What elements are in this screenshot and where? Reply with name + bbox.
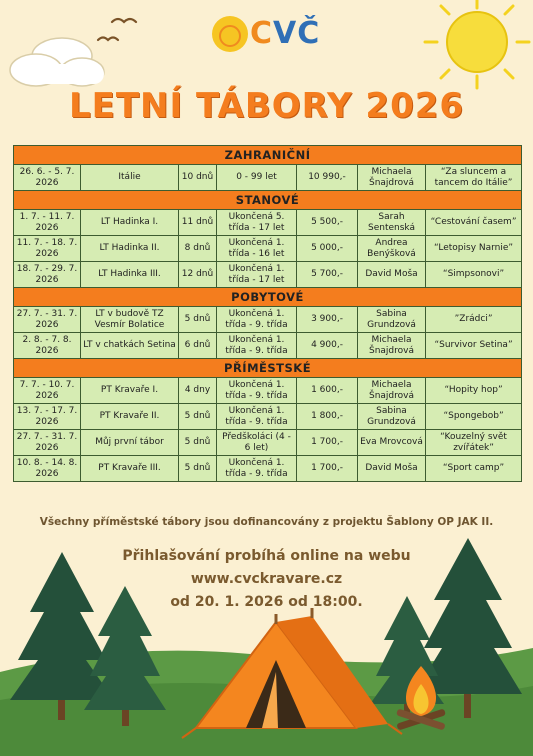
leader-cell: Michaela Šnajdrová	[358, 165, 426, 191]
date-cell: 27. 7. - 31. 7. 2026	[14, 430, 81, 456]
camp-name-cell: LT Hadinka II.	[81, 236, 179, 262]
table-row	[14, 430, 522, 456]
theme-cell: “Kouzelný svět zvířátek”	[426, 430, 522, 456]
duration-cell: 5 dnů	[179, 307, 217, 333]
date-cell: 10. 8. - 14. 8. 2026	[14, 456, 81, 482]
camp-name-cell: LT Hadinka I.	[81, 210, 179, 236]
camp-name-cell: Itálie	[81, 165, 179, 191]
page-title: LETNÍ TÁBORY 2026	[68, 86, 465, 126]
date-cell: 26. 6. - 5. 7. 2026	[14, 165, 81, 191]
theme-cell: “Survivor Setina”	[426, 333, 522, 359]
camp-name-cell: LT Hadinka III.	[81, 262, 179, 288]
duration-cell: 5 dnů	[179, 430, 217, 456]
date-cell: 1. 7. - 11. 7. 2026	[14, 210, 81, 236]
date-cell: 2. 8. - 7. 8. 2026	[14, 333, 81, 359]
duration-cell: 10 dnů	[179, 165, 217, 191]
table-row	[14, 333, 522, 359]
age-cell: Ukončená 1. třída - 9. třída	[217, 307, 297, 333]
table-row	[14, 404, 522, 430]
table-row	[14, 456, 522, 482]
price-cell: 10 990,-	[297, 165, 358, 191]
section-header-row	[14, 191, 522, 210]
leader-cell: Eva Mrovcová	[358, 430, 426, 456]
duration-cell: 4 dny	[179, 378, 217, 404]
cloud-icon	[10, 38, 104, 86]
duration-cell: 11 dnů	[179, 210, 217, 236]
theme-cell: “Cestování časem”	[426, 210, 522, 236]
leader-cell: Andrea Benýšková	[358, 236, 426, 262]
age-cell: Předškoláci (4 - 6 let)	[217, 430, 297, 456]
price-cell: 5 500,-	[297, 210, 358, 236]
theme-cell: “Hopity hop”	[426, 378, 522, 404]
price-cell: 4 900,-	[297, 333, 358, 359]
section-title: POBYTOVÉ	[14, 288, 522, 307]
table-row	[14, 165, 522, 191]
table-row	[14, 262, 522, 288]
age-cell: Ukončená 1. třída - 9. třída	[217, 404, 297, 430]
leader-cell: David Moša	[358, 456, 426, 482]
age-cell: Ukončená 1. třída - 17 let	[217, 262, 297, 288]
duration-cell: 6 dnů	[179, 333, 217, 359]
price-cell: 1 600,-	[297, 378, 358, 404]
camps-table	[13, 145, 522, 482]
date-cell: 18. 7. - 29. 7. 2026	[14, 262, 81, 288]
camp-name-cell: PT Kravaře I.	[81, 378, 179, 404]
logo-text: CVČ	[250, 16, 321, 51]
registration-info	[0, 545, 533, 614]
age-cell: Ukončená 1. třída - 9. třída	[217, 456, 297, 482]
age-cell: Ukončená 5. třída - 17 let	[217, 210, 297, 236]
funding-note: Všechny příměstské tábory jsou dofinancovány z projektu Šablony OP JAK II.	[39, 516, 494, 528]
leader-cell: David Moša	[358, 262, 426, 288]
theme-cell: “Sport camp”	[426, 456, 522, 482]
date-cell: 11. 7. - 18. 7. 2026	[14, 236, 81, 262]
duration-cell: 8 dnů	[179, 236, 217, 262]
section-title: STANOVÉ	[14, 191, 522, 210]
duration-cell: 5 dnů	[179, 456, 217, 482]
leader-cell: Sabina Grundzová	[358, 307, 426, 333]
leader-cell: Michaela Šnajdrová	[358, 333, 426, 359]
camp-name-cell: LT v budově TZ Vesmír Bolatice	[81, 307, 179, 333]
section-header-row	[14, 288, 522, 307]
leader-cell: Sarah Sentenská	[358, 210, 426, 236]
price-cell: 1 800,-	[297, 404, 358, 430]
camp-name-cell: LT v chatkách Setina	[81, 333, 179, 359]
duration-cell: 5 dnů	[179, 404, 217, 430]
duration-cell: 12 dnů	[179, 262, 217, 288]
registration-date: od 20. 1. 2026 od 18:00.	[170, 594, 363, 610]
table-row	[14, 236, 522, 262]
table-row	[14, 210, 522, 236]
sun-icon	[425, 0, 529, 88]
theme-cell: “Simpsonovi”	[426, 262, 522, 288]
section-title: ZAHRANIČNÍ	[14, 146, 522, 165]
registration-website-link[interactable]: www.cvckravare.cz	[190, 571, 343, 587]
price-cell: 1 700,-	[297, 456, 358, 482]
age-cell: Ukončená 1. třída - 9. třída	[217, 333, 297, 359]
birds-icon	[98, 19, 136, 40]
theme-cell: “Za sluncem a tancem do Itálie”	[426, 165, 522, 191]
theme-cell: “Letopisy Narnie”	[426, 236, 522, 262]
theme-cell: “Spongebob”	[426, 404, 522, 430]
age-cell: 0 - 99 let	[217, 165, 297, 191]
price-cell: 5 000,-	[297, 236, 358, 262]
price-cell: 1 700,-	[297, 430, 358, 456]
leader-cell: Michaela Šnajdrová	[358, 378, 426, 404]
price-cell: 3 900,-	[297, 307, 358, 333]
logo	[212, 14, 322, 70]
price-cell: 5 700,-	[297, 262, 358, 288]
table-row	[14, 378, 522, 404]
age-cell: Ukončená 1. třída - 9. třída	[217, 378, 297, 404]
camp-name-cell: PT Kravaře III.	[81, 456, 179, 482]
theme-cell: ”Zrádci”	[426, 307, 522, 333]
date-cell: 7. 7. - 10. 7. 2026	[14, 378, 81, 404]
section-title: PŘÍMĚSTSKÉ	[14, 359, 522, 378]
camp-name-cell: PT Kravaře II.	[81, 404, 179, 430]
section-header-row	[14, 146, 522, 165]
registration-line: Přihlašování probíhá online na webu	[122, 548, 411, 564]
camp-name-cell: Můj první tábor	[81, 430, 179, 456]
table-row	[14, 307, 522, 333]
age-cell: Ukončená 1. třída - 16 let	[217, 236, 297, 262]
logo-icon	[212, 16, 248, 52]
date-cell: 13. 7. - 17. 7. 2026	[14, 404, 81, 430]
date-cell: 27. 7. - 31. 7. 2026	[14, 307, 81, 333]
leader-cell: Sabina Grundzová	[358, 404, 426, 430]
section-header-row	[14, 359, 522, 378]
